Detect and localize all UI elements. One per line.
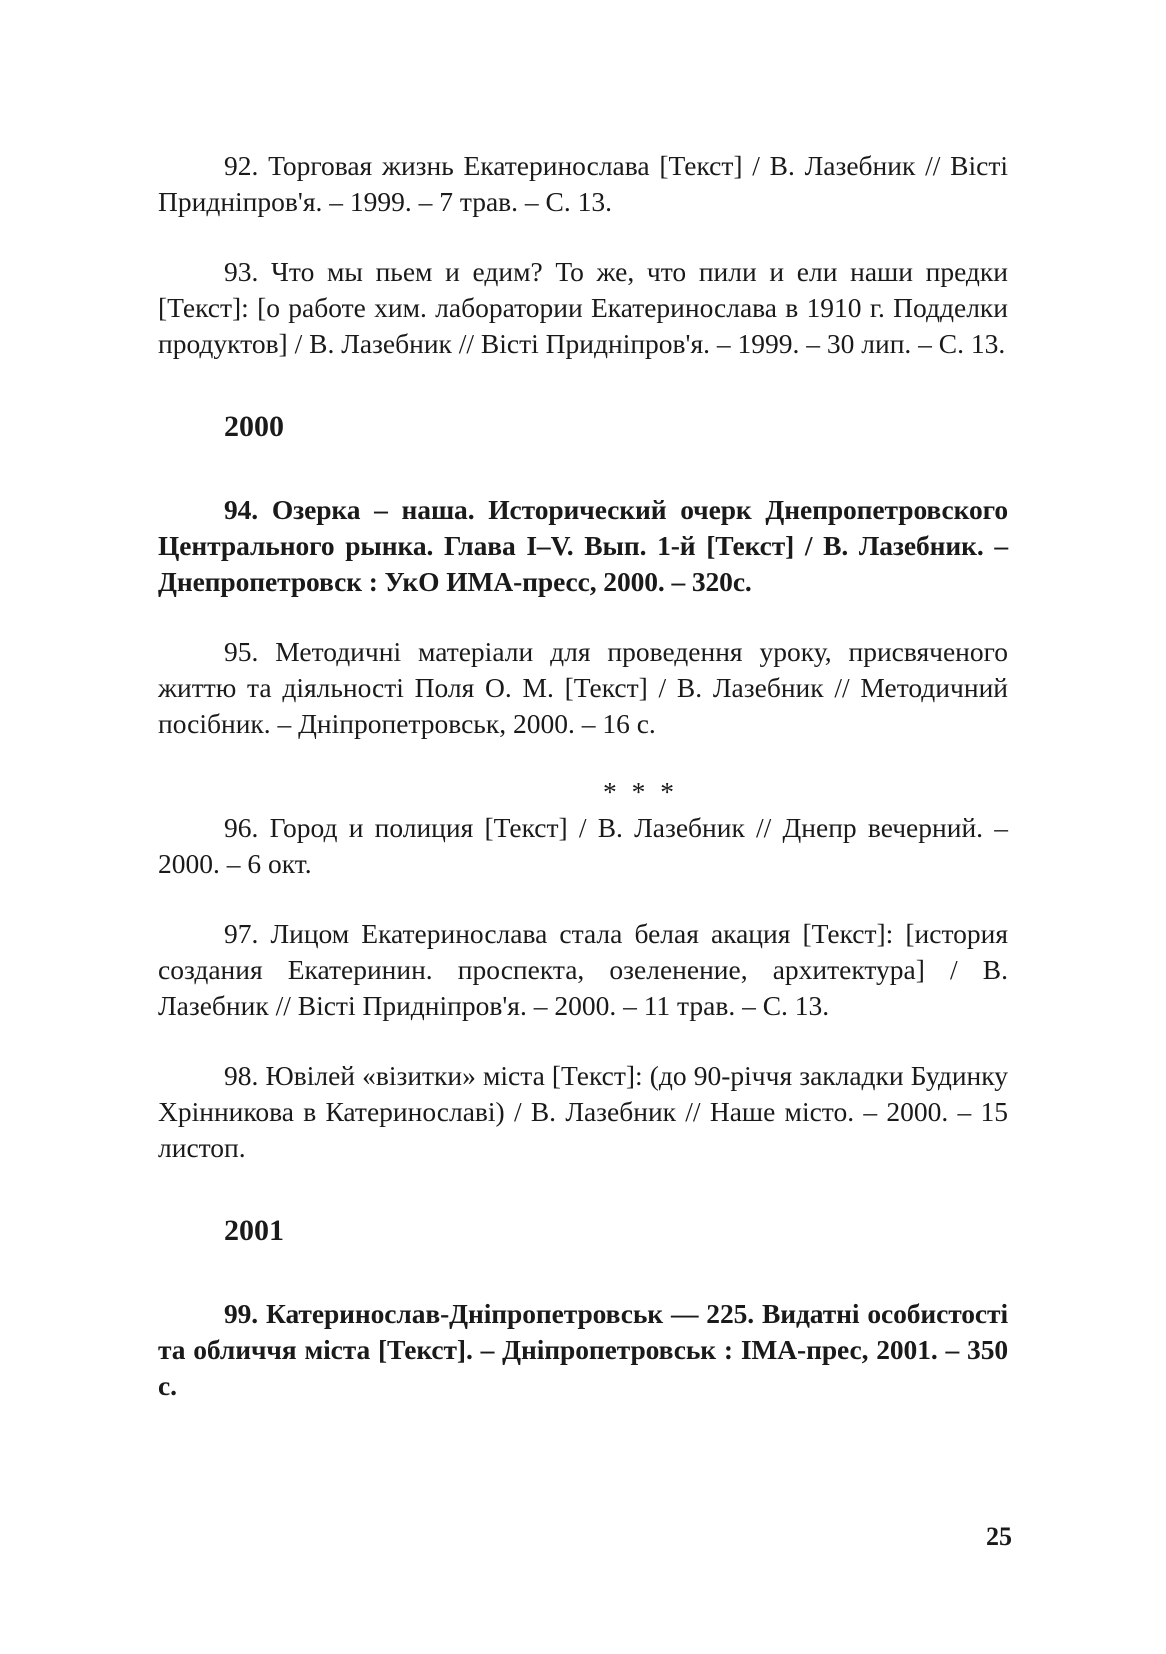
section-separator: * * * [603, 776, 678, 807]
bibliography-entry-92: 92. Торговая жизнь Екатеринослава [Текст] / В. Лазебник // Вісті Придніпров'я. – 1999. – 7 трав. – С. 13. [158, 150, 1008, 217]
bibliography-entry-94: 94. Озерка – наша. Исторический очерк Днепропетровского Центрального рынка. Глава I–V. Вып. 1-й [Текст] / В. Лазебник. – Днепропетровск : УкО ИМА-пресс, 2000. – 320с. [158, 494, 1008, 597]
bibliography-entry-93: 93. Что мы пьем и едим? То же, что пили и ели наши предки [Текст]: [о работе хим. лаборатории Екатеринослава в 1910 г. Подделки продуктов] / В. Лазебник // Вісті Придніпров'я. – 1999. – 30 лип. – С. 13. [158, 256, 1008, 359]
bibliography-entry-99: 99. Катеринослав-Дніпропетровськ — 225. Видатні особистості та обличчя міста [Текст]. – Дніпропетровськ : ІМА-прес, 2001. – 350 с. [158, 1298, 1008, 1401]
year-heading-2001: 2001 [224, 1214, 284, 1247]
year-heading-2000: 2000 [224, 410, 284, 443]
bibliography-entry-96: 96. Город и полиция [Текст] / В. Лазебник // Днепр вечерний. – 2000. – 6 окт. [158, 812, 1008, 879]
bibliography-entry-95: 95. Методичні матеріали для проведення уроку, присвяченого життю та діяльності Поля О. М. [Текст] / В. Лазебник // Методичний посібник. – Дніпропетровськ, 2000. – 16 с. [158, 636, 1008, 739]
page-content [158, 148, 1008, 1404]
bibliography-entry-98: 98. Ювілей «візитки» міста [Текст]: (до 90-річчя закладки Будинку Хрінникова в Катеринославі) / В. Лазебник // Наше місто. – 2000. – 15 листоп. [158, 1060, 1008, 1163]
bibliography-entry-97: 97. Лицом Екатеринослава стала белая акация [Текст]: [история создания Екатеринин. проспекта, озеленение, архитектура] / В. Лазебник // Вісті Придніпров'я. – 2000. – 11 трав. – С. 13. [158, 918, 1008, 1021]
page-number: 25 [986, 1522, 1012, 1551]
